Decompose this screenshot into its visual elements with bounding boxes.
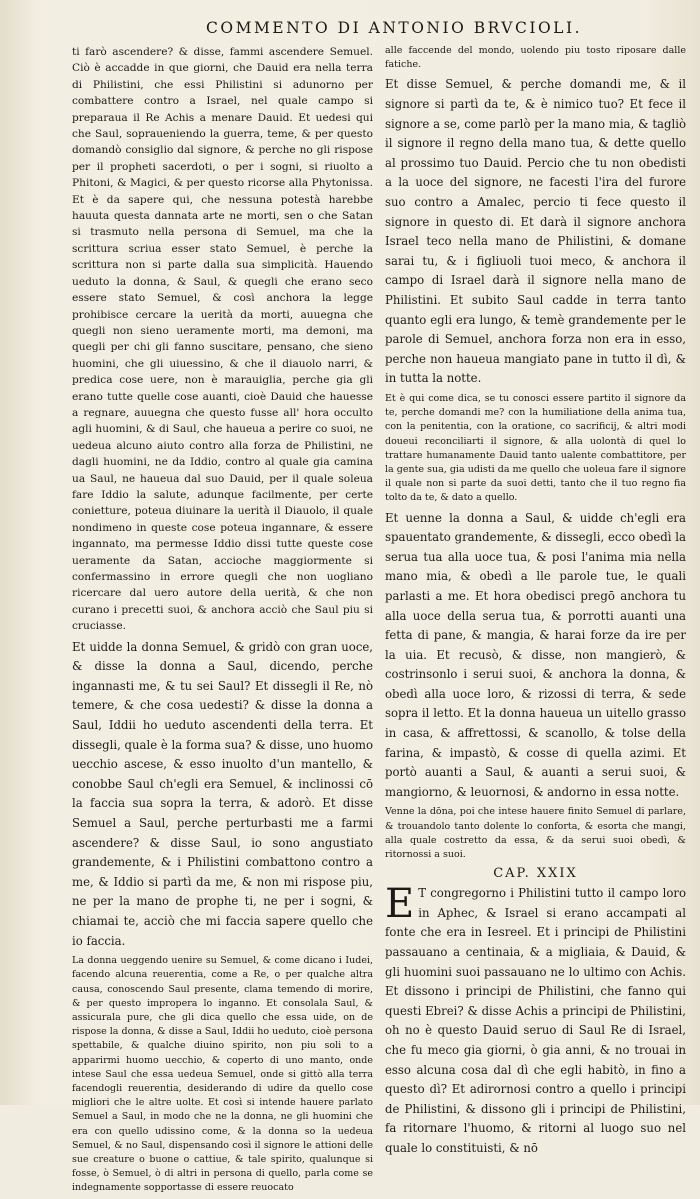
two-column-body (72, 44, 686, 1199)
drop-cap-initial: E (385, 881, 415, 928)
commentary-paragraph: alle faccende del mondo, uolendo piu tosto riposare dalle fatiche. (385, 45, 686, 71)
commentary-paragraph: Et è qui come dica, se tu conosci essere partito il signore da te, perche domandi me? con la humiliatione della anima tua, con la penitentia, con la oratione, co sacrificij, & altri modi doueui reconciliarti il signore, & alla uolontà di quel lo trattare humanamente Dauid tanto ualente combattitore, per la gente sua, gia udisti da me quello che uoleua fare il signore il quale non si parte da suoi detti, tanto che il tuo regno fia tolto da te, & dato a quello. (385, 392, 686, 504)
scripture-paragraph: Et disse Semuel, & perche domandi me, & il signore si partì da te, & è nimico tuo? Et fece il signore a se, come parlò per la mano mia, & tagliò il signore il regno della mano tua, & dette quello al prossimo tuo Dauid. Percio che tu non obedisti a la uoce del signore, ne facesti l'ira del furore suo contro a Amalec, percio ti fece questo il signore in questo di. Et darà il signore anchora Israel teco nella mano de Philistini, & domane sarai tu, & i figliuoli tuoi meco, & anchora il campo di Israel darà il signore nella mano de Philistini. Et subito Saul cadde in terra tanto quanto egli era lungo, & temè grandemente per le parole di Semuel, anchora forza non era in esso, perche non haueua mangiato pane in tutto il dì, & in tutta la notte. (385, 77, 686, 386)
right-column (385, 44, 686, 1199)
commentary-paragraph: La donna ueggendo uenire su Semuel, & come dicano i Iudei, facendo alcuna reuerentia, come a Re, o per qualche altra causa, conoscendo Saul presente, clama temendo di morire, & per questo impropera lo inganno. Et consolala Saul, & assicurala pure, che gli dica quello che essa uide, on de rispose la donna, & disse a Saul, Iddii ho ueduto, cioè persona spettabile, & qualche diuino spirito, non piu soli to a apparirmi huomo uecchio, & coperto di uno manto, onde intese Saul che essa uedeua Semuel, onde si gittò alla terra facendogli reuerentia, desiderando di udire da quello cose migliori che le altre uolte. Et così si intende hauere parlato Semuel a Saul, in modo che ne la donna, ne gli huomini che era con quello udissino come, & la donna so la uedeua Semuel, & no Saul, dispensando così il signore le attioni delle sue creature o buone o cattiue, & tale spirito, qualunque si fosse, ò Semuel, ò di altri in persona di quello, parla come se indegnamente sopportasse di essere reuocato (72, 955, 373, 1194)
scripture-paragraph: Et uidde la donna Semuel, & gridò con gran uoce, & disse la donna a Saul, dicendo, perche ingannasti me, & tu sei Saul? Et dissegli il Re, nò temere, & che cosa uedesti? & disse la donna a Saul, Iddii ho ueduto ascendenti della terra. Et dissegli, quale è la forma sua? & disse, uno huomo uecchio ascese, & esso inuolto d'un mantello, & conobbe Saul ch'egli era Semuel, & inclinossi cō la faccia sua sopra la terra, & adorò. Et disse Semuel a Saul, perche perturbasti me a farmi ascendere? & disse Saul, io sono angustiato grandemente, & i Philistini combattono contro a me, & Iddio si partì da me, & non mi rispose piu, ne per la mano de prophe ti, ne per i sogni, & chiamai te, acciò che mi faccia sapere quello che io faccia. (72, 639, 373, 948)
chapter-text: T congregorno i Philistini tutto il campo loro in Aphec, & Israel si erano accampati al fonte che era in Iesreel. Et i principi de Philistini passauano a centinaia, & a migliaia, & Dauid, & gli huomini suoi passauano ne lo ultimo con Achis. Et dissono i principi de Philistini, che fanno qui questi Ebrei? & disse Achis a principi de Philistini, oh no è questo Dauid seruo di Saul Re di Israel, che fu meco gia giorni, ò gia anni, & no trouai in esso alcuna cosa dal dì che egli habitò, in fino a questo dì? Et adirornosi contro a quello i principi de Philistini, & dissono gli i principi de Philistini, fa ritornare l'huomo, & ritorni al luogo suo nel quale lo constituisti, & nō (385, 886, 686, 1155)
running-head: COMMENTO DI ANTONIO BRVCIOLI. (206, 19, 582, 37)
chapter-paragraph (385, 881, 686, 1158)
left-column (72, 44, 373, 1199)
commentary-paragraph: Venne la dōna, poi che intese hauere finito Semuel di parlare, & trouandolo tanto dolente lo conforta, & esorta che mangi, alla quale costretto da essa, & da serui suoi obedì, & ritornossi a suoi. (385, 806, 686, 861)
scripture-paragraph: Et uenne la donna a Saul, & uidde ch'egli era spauentato grandemente, & dissegli, ecco obedì la serua tua alla uoce tua, & posi l'anima mia nella mano mia, & obedì a lle parole tue, le quali parlasti a me. Et hora obedisci pregō anchora tu alla uoce della serua tua, & porrotti auanti una fetta di pane, & mangia, & harai forze da ire per la uia. Et recusò, & disse, non mangierò, & costrinsonlo i serui suoi, & anchora la donna, & obedì alla uoce loro, & rizossi di terra, & sede sopra il letto. Et la donna haueua un uitello grasso in casa, & affrettossi, & scanollo, & tolse della farina, & impastò, & cosse di quella azimi. Et portò auanti a Saul, & auanti a serui suoi, & mangiorno, & leuornosi, & andorno in essa notte. (385, 510, 686, 799)
commentary-paragraph: ti farò ascendere? & disse, fammi ascendere Semuel. Ciò è accadde in que giorni, che Dauid era nella terra di Philistini, che essi Philistini si adunorno per combattere contro a Israel, nel quale campo si preparaua il Re Achis a menare Dauid. Et uedesi qui che Saul, sopraueniendo la guerra, teme, & per questo domandò consiglio dal signore, & perche no gli rispose per il propheti sacerdoti, o per i sogni, si riuolto a Phitoni, & Magici, & per questo ricorse alla Phytonissa. Et è da sapere qui, che nessuna potestà harebbe hauuta questa dannata arte ne morti, sen o che Satan si trasmuto nella persona di Semuel, ma che la scrittura scriua esser stato Semuel, è perche la scrittura non si parte dalla sua simplicità. Hauendo ueduto la donna, & Saul, & quegli che erano seco essere stato Semuel, & così anchora la legge prohibisce cercare la uerità da morti, auuegna che quegli non sieno ueramente morti, ma demoni, ma quegli per chi gli fanno suscitare, pensano, che sieno huomini, che gli uiuessino, & che il diauolo narri, & predica cose uere, non è marauiglia, perche gia gli erano tutte quelle cose auanti, cioè Dauid che hauesse a regnare, auuegna che questo fusse all' hora occulto agli huomini, & di Saul, che haueua a perire co suoi, ne uedeua alcuno aiuto contro alla forza de Philistini, ne dagli huomini, ne da Iddio, contro al quale gia camina ua Saul, ne haueua dal suo Dauid, per il quale soleua fare Iddio la salute, adunque facilmente, per certe conietture, poteua diuinare la uerità il Diauolo, il quale nondimeno in queste cose poteua ingannare, & essere ingannato, ma permesse Iddio dissi tutte queste cose ueramente da Satan, accioche maggiormente si confermassino in errore quegli che non uogliano ricercare dal uero autore della uerità, & che non curano i precetti suoi, & anchora acciò che Saul piu si cruciasse. (72, 46, 373, 633)
chapter-heading: CAP. XXIX (493, 866, 578, 882)
